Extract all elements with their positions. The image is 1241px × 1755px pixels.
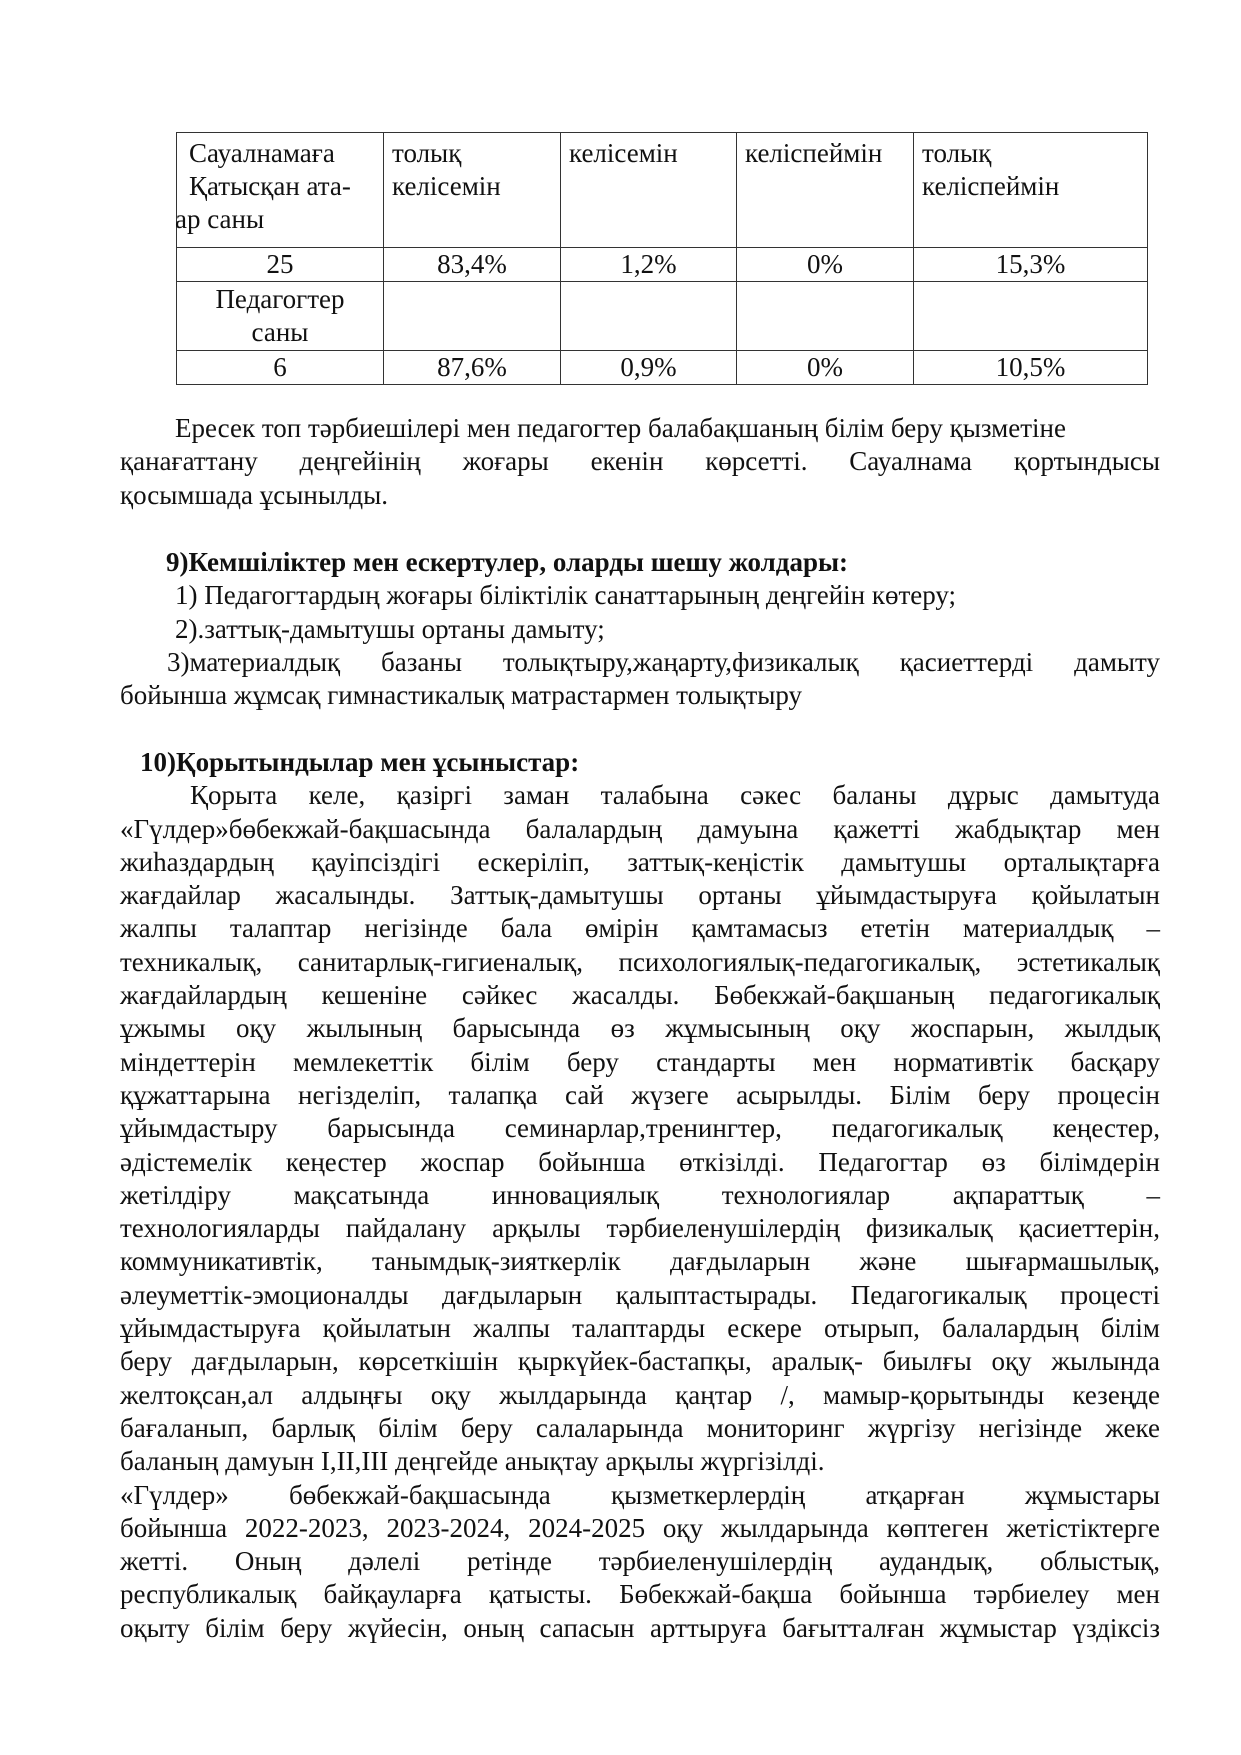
header-line: Сауалнамаға (189, 138, 335, 168)
table-header-row (177, 133, 1148, 248)
paragraph-line: коммуникативтік, танымдық-зияткерлік дағдыларын және шығармашылық, (120, 1246, 1160, 1277)
list-item: бойынша жұмсақ гимнастикалық матрастармен толықтыру (120, 680, 803, 711)
section-10 (120, 746, 1160, 1645)
table-row-parents (177, 248, 1148, 282)
paragraph-line: техникалық, санитарлық-гигиеналық, психологиялық-педагогикалық, эстетикалық (120, 946, 1160, 977)
table-cell (914, 282, 1148, 351)
table-cell: 83,4% (384, 248, 561, 282)
paragraph-line: жағдайлар жасалынды. Заттық-дамытушы ортаны ұйымдастыруға қойылатын (120, 880, 1160, 911)
section-9 (120, 546, 1160, 712)
header-line: Қатысқан ата- (189, 171, 351, 201)
table-cell: 25 (177, 248, 384, 282)
paragraph-line: әдістемелік кеңестер жоспар бойынша өткізілді. Педагогтар өз білімдерін (120, 1146, 1160, 1177)
paragraph-line: қанағаттану деңгейінің жоғары екенін көрсетті. Сауалнама қортындысы (120, 446, 1160, 477)
table-cell: 6 (177, 351, 384, 385)
table-cell (737, 282, 914, 351)
paragraph-line: бағаланып, барлық білім беру салаларында мониторинг жүргізу негізінде жеке (120, 1412, 1160, 1443)
header-agree: келісемін (561, 133, 737, 248)
table-row-teachers-label (177, 282, 1148, 351)
paragraph-line: «Гүлдер»бөбекжай-бақшасында балалардың дамуына қажетті жабдықтар мен (120, 813, 1160, 844)
header-line: толық (392, 138, 462, 168)
survey-results-table (176, 132, 1148, 385)
table-cell: 15,3% (914, 248, 1148, 282)
header-disagree: келіспеймін (737, 133, 914, 248)
label-line: Педагогтер (215, 284, 345, 314)
paragraph-line: ұжымы оқу жылының барысында өз жұмысының оқу жоспарын, жылдық (120, 1013, 1160, 1044)
table-row-teachers (177, 351, 1148, 385)
paragraph-line: жетілдіру мақсатында инновациялық технологиялар ақпараттық – (120, 1179, 1160, 1210)
paragraph-line: Қорыта келе, қазіргі заман талабына сәкес баланы дұрыс дамытуда (190, 780, 1160, 811)
table-cell: 0% (737, 248, 914, 282)
paragraph-line: қосымшада ұсынылды. (120, 479, 389, 510)
survey-conclusion-paragraph (120, 412, 1160, 512)
label-line: саны (251, 317, 309, 347)
table-cell: 0% (737, 351, 914, 385)
table-cell (561, 282, 737, 351)
paragraph-line: жетті. Оның дәлелі ретінде тәрбиеленушілердің аудандық, облыстық, (120, 1546, 1160, 1577)
header-fully-disagree (914, 133, 1148, 248)
list-item: 1) Педагогтардың жоғары біліктілік санаттарының деңгейін көтеру; (175, 580, 957, 611)
paragraph-line: технологияларды пайдалану арқылы тәрбиеленушілердің физикалық қасиеттерін, (120, 1213, 1160, 1244)
header-fully-agree (384, 133, 561, 248)
paragraph-line: беру дағдыларын, көрсеткішін қыркүйек-бастапқы, аралық- биылғы оқу жылында (120, 1346, 1160, 1377)
list-item: 2).заттық-дамытушы ортаны дамыту; (175, 613, 605, 644)
paragraph-line: «Гүлдер» бөбекжай-бақшасында қызметкерлердің атқарған жұмыстары (120, 1479, 1160, 1510)
paragraph-line: оқыту білім беру жүйесін, оның сапасын арттыруға бағытталған жұмыстар үздіксіз (120, 1612, 1160, 1643)
header-line: толық (922, 138, 992, 168)
table-cell: 87,6% (384, 351, 561, 385)
section-9-heading: 9)Кемшіліктер мен ескертулер, оларды шешу жолдары: (166, 547, 849, 577)
paragraph-line: ұйымдастыруға қойылатын жалпы талаптарды ескере отырып, балалардың білім (120, 1313, 1160, 1344)
paragraph-line: бойынша 2022-2023, 2023-2024, 2024-2025 оқу жылдарында көптеген жетістіктерге (120, 1512, 1160, 1543)
section-10-heading: 10)Қорытындылар мен ұсыныстар: (140, 747, 580, 777)
teachers-count-label (177, 282, 384, 351)
paragraph-line: Ересек топ тәрбиешілері мен педагогтер балабақшаның білім беру қызметіне (175, 413, 1066, 443)
paragraph-line: құжаттарына негізделіп, талапқа сай жүзеге асырылды. Білім беру процесін (120, 1079, 1160, 1110)
table-cell: 1,2% (561, 248, 737, 282)
header-line: келіспеймін (922, 171, 1060, 201)
paragraph-line: әлеуметтік-эмоционалды дағдыларын қалыптастырады. Педагогикалық процесті (120, 1279, 1160, 1310)
paragraph-line: баланың дамуын І,ІІ,ІІІ деңгейде анықтау арқылы жүргізілді. (120, 1446, 825, 1477)
header-participants-count (177, 133, 384, 248)
table-cell (384, 282, 561, 351)
header-line: ар саны (175, 204, 265, 234)
paragraph-line: жағдайлардың кешеніне сәйкес жасалды. Бөбекжай-бақшаның педагогикалық (120, 980, 1160, 1011)
table-cell: 10,5% (914, 351, 1148, 385)
header-line: келісемін (392, 171, 501, 201)
paragraph-line: ұйымдастыру барысында семинарлар,тренингтер, педагогикалық кеңестер, (120, 1113, 1160, 1144)
paragraph-line: жиһаздардың қауіпсіздігі ескеріліп, заттық-кеңістік дамытушы орталықтарға (120, 846, 1160, 877)
paragraph-line: республикалық байқауларға қатысты. Бөбекжай-бақша бойынша тәрбиелеу мен (120, 1579, 1160, 1610)
paragraph-line: міндеттерін мемлекеттік білім беру стандарты мен нормативтік басқару (120, 1046, 1160, 1077)
paragraph-line: жалпы талаптар негізінде бала өмірін қамтамасыз ететін материалдық – (120, 913, 1160, 944)
paragraph-line: желтоқсан,ал алдыңғы оқу жылдарында қаңтар /, мамыр-қорытынды кезеңде (120, 1379, 1160, 1410)
table-cell: 0,9% (561, 351, 737, 385)
list-item: 3)материалдық базаны толықтыру,жаңарту,физикалық қасиеттерді дамыту (167, 646, 1160, 677)
